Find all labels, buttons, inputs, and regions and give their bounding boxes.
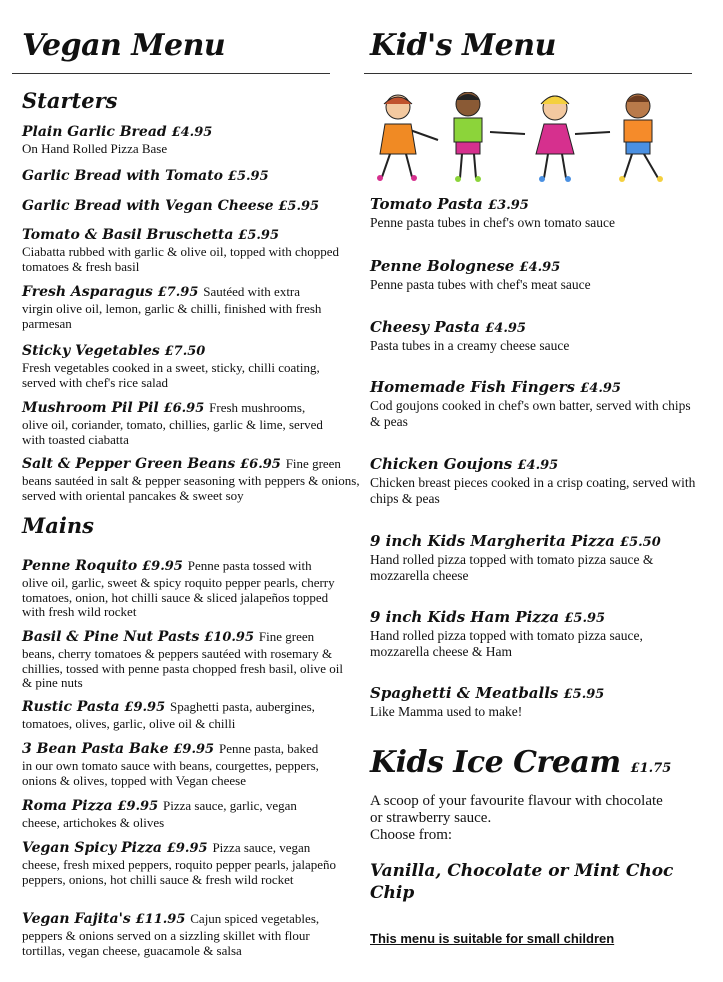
item-desc-inline: Cajun spiced vegetables, bbox=[190, 911, 320, 926]
kids-menu-heading: Kid's Menu bbox=[370, 28, 556, 63]
item-price: £5.95 bbox=[238, 228, 280, 243]
item-price: £5.95 bbox=[564, 611, 606, 626]
main-item bbox=[22, 910, 344, 958]
item-desc: Cod goujons cooked in chef's own batter, served with chips & peas bbox=[370, 398, 691, 429]
item-desc: Pasta tubes in a creamy cheese sauce bbox=[370, 338, 570, 353]
item-price: £4.95 bbox=[485, 321, 526, 336]
kids-footer-note: This menu is suitable for small children bbox=[370, 931, 615, 946]
item-name: Vegan Spicy Pizza bbox=[22, 840, 162, 856]
item-name: Garlic Bread with Vegan Cheese bbox=[22, 198, 274, 214]
item-price: £5.95 bbox=[278, 199, 320, 214]
ice-cream-choose: Choose from: bbox=[370, 827, 453, 843]
kids-item bbox=[370, 684, 705, 720]
starter-item bbox=[22, 123, 357, 157]
item-desc: Hand rolled pizza topped with tomato pizza sauce & mozzarella cheese bbox=[370, 552, 654, 583]
item-desc: On Hand Rolled Pizza Base bbox=[22, 141, 168, 156]
item-desc: tomatoes, olives, garlic, olive oil & chilli bbox=[22, 716, 236, 731]
kid-figure-icon bbox=[454, 92, 482, 182]
item-name: Plain Garlic Bread bbox=[22, 124, 167, 140]
kids-item bbox=[370, 257, 705, 293]
main-item bbox=[22, 557, 347, 620]
item-desc: Penne pasta tubes with chef's meat sauce bbox=[370, 277, 591, 292]
item-desc-inline: Pizza sauce, garlic, vegan bbox=[163, 798, 297, 813]
item-desc: peppers & onions served on a sizzling skillet with flour tortillas, vegan cheese, guacamole & salsa bbox=[22, 928, 310, 958]
item-name: Tomato & Basil Bruschetta bbox=[22, 227, 234, 243]
starter-item bbox=[22, 399, 337, 447]
item-price: £5.95 bbox=[563, 687, 605, 702]
item-name: Roma Pizza bbox=[22, 798, 113, 814]
ice-cream-price: £1.75 bbox=[630, 761, 672, 776]
kids-item bbox=[370, 455, 700, 507]
vegan-menu-heading: Vegan Menu bbox=[22, 28, 226, 63]
item-price: £6.95 bbox=[163, 401, 205, 416]
item-desc: Hand rolled pizza topped with tomato pizza sauce, mozzarella cheese & Ham bbox=[370, 628, 643, 659]
item-price: £9.95 bbox=[142, 559, 183, 574]
item-price: £3.95 bbox=[488, 198, 529, 213]
item-price: £4.95 bbox=[517, 458, 559, 473]
starter-item bbox=[22, 342, 332, 390]
item-name: Cheesy Pasta bbox=[370, 318, 481, 336]
item-desc: beans sautéed in salt & pepper seasoning with peppers & onions, served with oriental pancakes & sweet soy bbox=[22, 473, 360, 503]
item-name: Mushroom Pil Pil bbox=[22, 400, 159, 416]
item-desc-inline: Sautéed with extra bbox=[203, 284, 301, 299]
item-name: Chicken Goujons bbox=[370, 455, 513, 473]
item-name: Salt & Pepper Green Beans bbox=[22, 456, 236, 472]
item-desc-inline: Penne pasta tossed with bbox=[187, 558, 312, 573]
item-desc: cheese, fresh mixed peppers, roquito pepper pearls, jalapeño peppers, onions, hot chilli sauce & fresh wild rocket bbox=[22, 857, 337, 887]
item-desc-inline: Penne pasta, baked bbox=[218, 741, 319, 756]
item-desc: Like Mamma used to make! bbox=[370, 704, 523, 719]
item-desc: Chicken breast pieces cooked in a crisp coating, served with chips & peas bbox=[370, 475, 696, 506]
kids-holding-hands-illustration bbox=[370, 92, 690, 187]
item-price: £4.95 bbox=[171, 125, 213, 140]
item-name: Penne Bolognese bbox=[370, 257, 515, 275]
item-desc-inline: Fine green bbox=[258, 629, 315, 644]
item-name: Basil & Pine Nut Pasts bbox=[22, 629, 200, 645]
vegan-heading-rule bbox=[12, 73, 330, 74]
starters-title: Starters bbox=[22, 88, 118, 113]
starter-item bbox=[22, 283, 342, 331]
ice-cream-desc-block bbox=[370, 793, 670, 844]
item-price: £9.95 bbox=[117, 799, 159, 814]
item-name: Penne Roquito bbox=[22, 558, 138, 574]
kids-item bbox=[370, 608, 705, 660]
kids-item bbox=[370, 318, 705, 354]
kids-item bbox=[370, 195, 705, 231]
item-price: £5.95 bbox=[227, 169, 269, 184]
starter-item bbox=[22, 197, 357, 216]
item-desc: virgin olive oil, lemon, garlic & chilli, finished with fresh parmesan bbox=[22, 301, 322, 331]
ice-cream-flavours: Vanilla, Chocolate or Mint Choc Chip bbox=[370, 861, 674, 903]
item-price: £7.95 bbox=[157, 285, 199, 300]
item-price: £9.95 bbox=[173, 742, 215, 757]
kid-figure-icon bbox=[536, 96, 574, 182]
starter-item bbox=[22, 455, 360, 503]
item-desc: olive oil, garlic, sweet & spicy roquito pepper pearls, cherry tomatoes, onion, hot chilli sauce & sliced jalapeños topped with fresh wild rocket bbox=[22, 575, 335, 619]
item-desc-inline: Fresh mushrooms, bbox=[209, 400, 306, 415]
starter-item bbox=[22, 167, 357, 186]
item-price: £5.50 bbox=[620, 535, 661, 550]
item-name: Sticky Vegetables bbox=[22, 343, 160, 359]
main-item bbox=[22, 698, 357, 732]
item-desc: beans, cherry tomatoes & peppers sautéed with rosemary & chillies, tossed with penne pasta chopped fresh basil, olive oil & pine nuts bbox=[22, 646, 343, 690]
item-name: 9 inch Kids Margherita Pizza bbox=[370, 532, 615, 550]
item-price: £4.95 bbox=[580, 381, 621, 396]
item-name: Rustic Pasta bbox=[22, 699, 120, 715]
item-name: Spaghetti & Meatballs bbox=[370, 684, 559, 702]
item-desc: Fresh vegetables cooked in a sweet, sticky, chilli coating, served with chef's rice salad bbox=[22, 360, 320, 390]
item-name: Tomato Pasta bbox=[370, 195, 483, 213]
ice-cream-section bbox=[370, 745, 705, 780]
kid-figure-icon bbox=[619, 94, 663, 182]
item-name: 3 Bean Pasta Bake bbox=[22, 741, 169, 757]
item-desc: olive oil, coriander, tomato, chillies, garlic & lime, served with toasted ciabatta bbox=[22, 417, 323, 447]
item-name: 9 inch Kids Ham Pizza bbox=[370, 608, 560, 626]
item-name: Fresh Asparagus bbox=[22, 284, 153, 300]
mains-title: Mains bbox=[22, 513, 94, 538]
starter-item bbox=[22, 226, 342, 274]
ice-cream-title: Kids Ice Cream bbox=[370, 745, 621, 780]
main-item bbox=[22, 797, 347, 831]
item-price: £6.95 bbox=[240, 457, 281, 472]
item-name: Vegan Fajita's bbox=[22, 911, 131, 927]
kids-item bbox=[370, 378, 700, 430]
kids-heading-rule bbox=[364, 73, 692, 74]
item-desc-inline: Spaghetti pasta, aubergines, bbox=[170, 699, 315, 714]
main-item bbox=[22, 740, 344, 788]
item-price: £10.95 bbox=[204, 630, 255, 645]
main-item bbox=[22, 628, 344, 691]
item-price: £9.95 bbox=[166, 841, 208, 856]
kid-figure-icon bbox=[377, 95, 417, 181]
item-price: £9.95 bbox=[124, 700, 166, 715]
kids-item bbox=[370, 532, 705, 584]
item-name: Homemade Fish Fingers bbox=[370, 378, 575, 396]
item-desc: Ciabatta rubbed with garlic & olive oil, topped with chopped tomatoes & fresh basil bbox=[22, 244, 339, 274]
item-desc: in our own tomato sauce with beans, courgettes, peppers, onions & olives, topped with Vegan cheese bbox=[22, 758, 319, 788]
item-price: £11.95 bbox=[135, 912, 186, 927]
item-desc: Penne pasta tubes in chef's own tomato sauce bbox=[370, 215, 615, 230]
item-desc-inline: Pizza sauce, vegan bbox=[212, 840, 311, 855]
main-item bbox=[22, 839, 344, 887]
item-price: £7.50 bbox=[164, 344, 206, 359]
item-desc-inline: Fine green bbox=[285, 456, 341, 471]
item-price: £4.95 bbox=[519, 260, 561, 275]
ice-cream-desc: A scoop of your favourite flavour with chocolate or strawberry sauce. bbox=[370, 793, 663, 826]
item-desc: cheese, artichokes & olives bbox=[22, 815, 165, 830]
item-name: Garlic Bread with Tomato bbox=[22, 168, 224, 184]
